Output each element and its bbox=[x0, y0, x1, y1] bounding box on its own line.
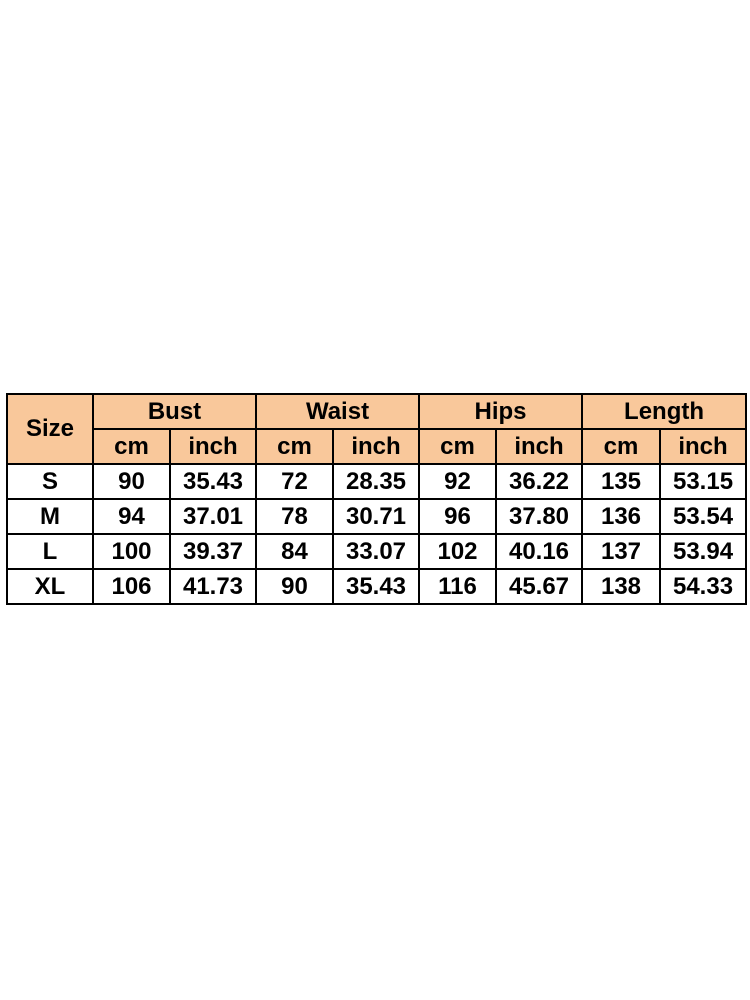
measurement-cell: 53.54 bbox=[660, 499, 746, 534]
table-body bbox=[7, 464, 746, 604]
measurement-cell: 84 bbox=[256, 534, 333, 569]
size-chart bbox=[6, 393, 746, 605]
length-cm-header: cm bbox=[582, 429, 660, 464]
measurement-cell: 72 bbox=[256, 464, 333, 499]
measurement-cell: 102 bbox=[419, 534, 496, 569]
measurement-cell: 40.16 bbox=[496, 534, 582, 569]
table-row bbox=[7, 464, 746, 499]
measurement-cell: 39.37 bbox=[170, 534, 256, 569]
size-cell: S bbox=[7, 464, 93, 499]
measurement-cell: 53.15 bbox=[660, 464, 746, 499]
measurement-cell: 41.73 bbox=[170, 569, 256, 604]
measurement-cell: 35.43 bbox=[333, 569, 419, 604]
measurement-cell: 33.07 bbox=[333, 534, 419, 569]
measurement-cell: 106 bbox=[93, 569, 170, 604]
header-row-groups bbox=[7, 394, 746, 429]
bust-cm-header: cm bbox=[93, 429, 170, 464]
size-table bbox=[6, 393, 747, 605]
hips-cm-header: cm bbox=[419, 429, 496, 464]
measurement-cell: 90 bbox=[256, 569, 333, 604]
measurement-cell: 92 bbox=[419, 464, 496, 499]
measurement-cell: 138 bbox=[582, 569, 660, 604]
size-cell: XL bbox=[7, 569, 93, 604]
size-header: Size bbox=[7, 394, 93, 464]
hips-header: Hips bbox=[419, 394, 582, 429]
measurement-cell: 100 bbox=[93, 534, 170, 569]
measurement-cell: 37.80 bbox=[496, 499, 582, 534]
table-row bbox=[7, 569, 746, 604]
length-header: Length bbox=[582, 394, 746, 429]
measurement-cell: 28.35 bbox=[333, 464, 419, 499]
bust-header: Bust bbox=[93, 394, 256, 429]
measurement-cell: 36.22 bbox=[496, 464, 582, 499]
measurement-cell: 136 bbox=[582, 499, 660, 534]
waist-cm-header: cm bbox=[256, 429, 333, 464]
measurement-cell: 90 bbox=[93, 464, 170, 499]
table-row bbox=[7, 499, 746, 534]
waist-inch-header: inch bbox=[333, 429, 419, 464]
measurement-cell: 116 bbox=[419, 569, 496, 604]
measurement-cell: 30.71 bbox=[333, 499, 419, 534]
table-row bbox=[7, 534, 746, 569]
measurement-cell: 35.43 bbox=[170, 464, 256, 499]
bust-inch-header: inch bbox=[170, 429, 256, 464]
measurement-cell: 53.94 bbox=[660, 534, 746, 569]
measurement-cell: 37.01 bbox=[170, 499, 256, 534]
measurement-cell: 78 bbox=[256, 499, 333, 534]
hips-inch-header: inch bbox=[496, 429, 582, 464]
header-row-units bbox=[7, 429, 746, 464]
size-cell: M bbox=[7, 499, 93, 534]
measurement-cell: 54.33 bbox=[660, 569, 746, 604]
measurement-cell: 96 bbox=[419, 499, 496, 534]
measurement-cell: 137 bbox=[582, 534, 660, 569]
measurement-cell: 45.67 bbox=[496, 569, 582, 604]
length-inch-header: inch bbox=[660, 429, 746, 464]
measurement-cell: 135 bbox=[582, 464, 660, 499]
waist-header: Waist bbox=[256, 394, 419, 429]
measurement-cell: 94 bbox=[93, 499, 170, 534]
size-cell: L bbox=[7, 534, 93, 569]
